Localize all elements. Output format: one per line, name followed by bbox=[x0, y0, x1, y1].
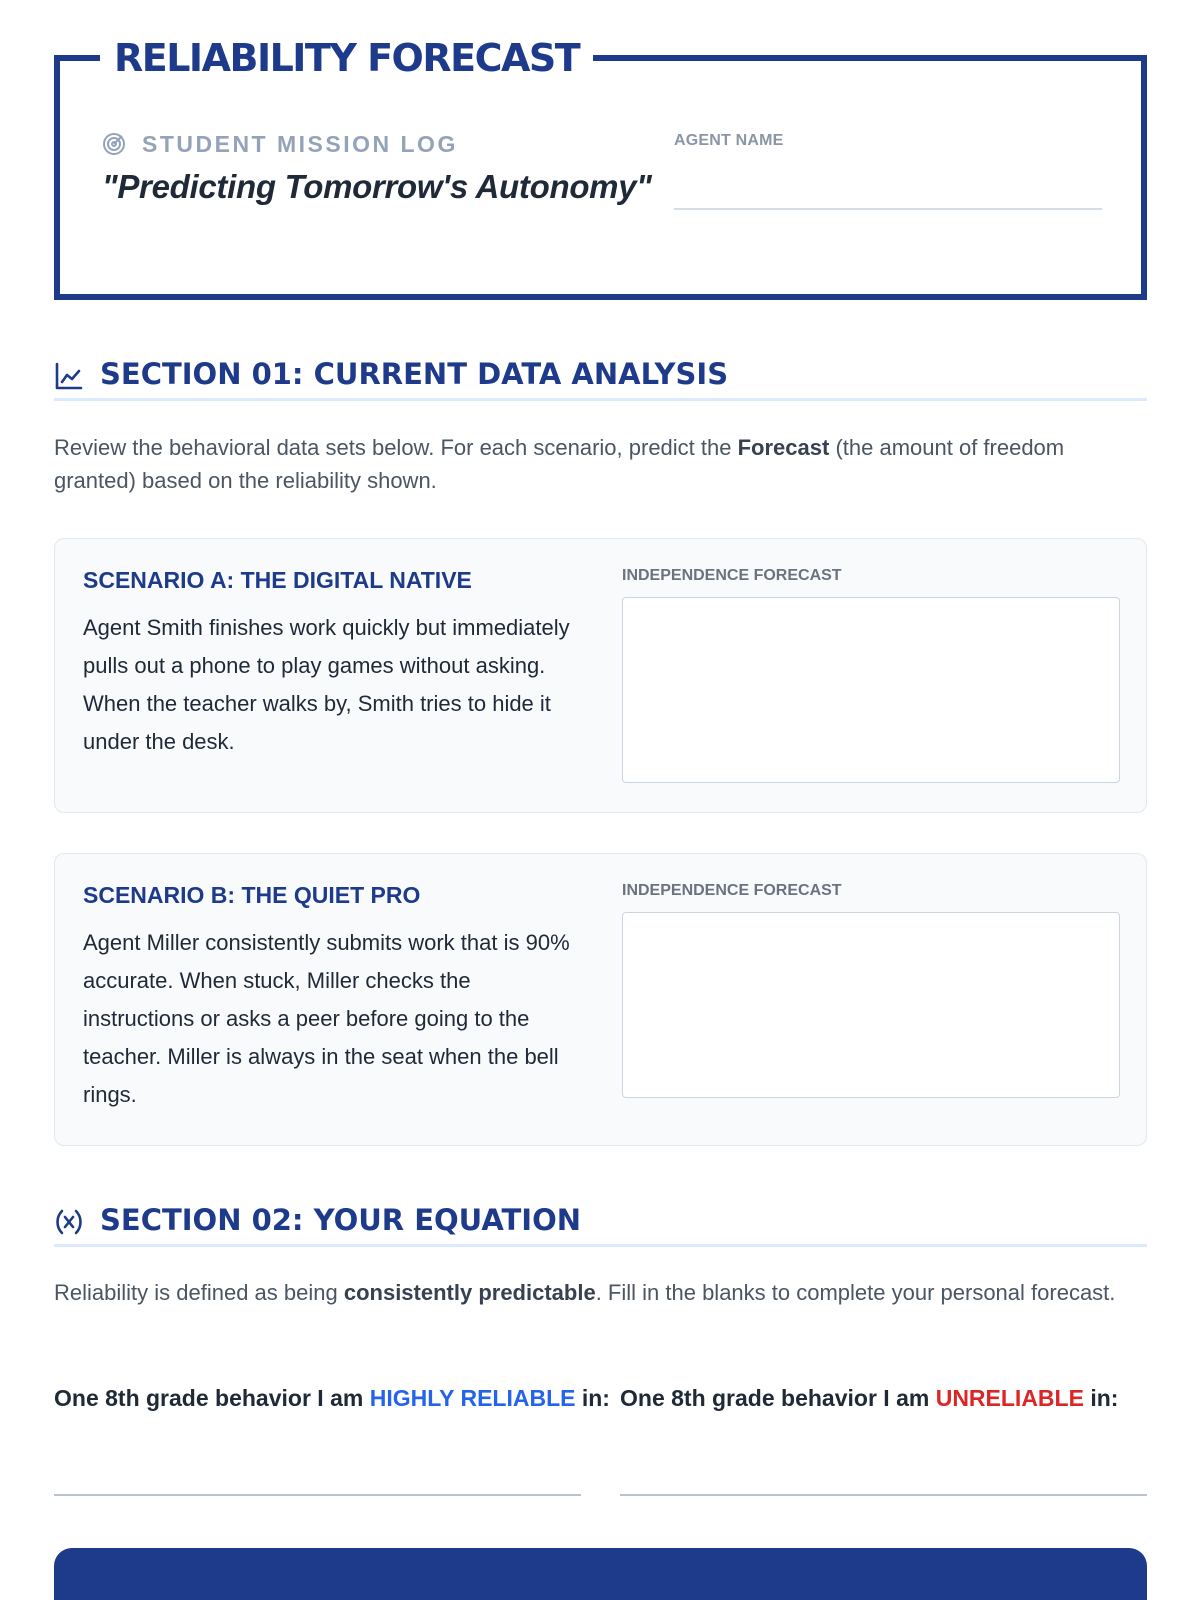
line-chart-icon bbox=[54, 361, 84, 391]
footer-bar bbox=[54, 1548, 1147, 1600]
section-01-intro: Review the behavioral data sets below. For each scenario, predict the Forecast (the amount of freedom granted) based on the reliability shown. bbox=[54, 435, 1065, 493]
page-subtitle: "Predicting Tomorrow's Autonomy" bbox=[102, 168, 652, 205]
forecast-label: INDEPENDENCE FORECAST bbox=[622, 882, 842, 899]
forecast-input[interactable] bbox=[622, 597, 1120, 783]
mission-log-row bbox=[102, 128, 458, 160]
target-icon bbox=[102, 132, 126, 156]
scenario-text: Agent Smith finishes work quickly but immediately pulls out a phone to play games without asking. When the teacher walks by, Smith tries to hide it under the desk. bbox=[83, 615, 570, 754]
forecast-label: INDEPENDENCE FORECAST bbox=[622, 567, 842, 584]
agent-name-field[interactable] bbox=[674, 208, 1102, 210]
unreliable-prompt: One 8th grade behavior I am UNRELIABLE in: bbox=[620, 1385, 1119, 1411]
variable-icon bbox=[54, 1207, 84, 1237]
page-title: RELIABILITY FORECAST bbox=[100, 28, 593, 88]
scenario-title: SCENARIO A: THE DIGITAL NATIVE bbox=[83, 567, 472, 593]
definition-keyword: consistently predictable bbox=[343, 1280, 596, 1305]
section-02-intro: Reliability is defined as being consistently predictable. Fill in the blanks to complete your personal forecast. bbox=[54, 1280, 1116, 1305]
reliable-answer-field[interactable] bbox=[54, 1494, 581, 1496]
section-01-title: SECTION 01: CURRENT DATA ANALYSIS bbox=[100, 357, 729, 391]
scenario-text: Agent Miller consistently submits work that is 90% accurate. When stuck, Miller checks the instructions or asks a peer before going to the teacher. Miller is always in the seat when the bell rings. bbox=[83, 930, 570, 1107]
section-01-header bbox=[54, 355, 1147, 401]
highly-reliable-keyword: HIGHLY RELIABLE bbox=[369, 1385, 576, 1411]
reliable-prompt: One 8th grade behavior I am HIGHLY RELIABLE in: bbox=[54, 1385, 610, 1411]
scenario-card bbox=[54, 538, 1147, 813]
agent-name-label: AGENT NAME bbox=[674, 132, 784, 149]
mission-log-label: STUDENT MISSION LOG bbox=[142, 130, 458, 157]
scenario-title: SCENARIO B: THE QUIET PRO bbox=[83, 882, 421, 908]
unreliable-keyword: UNRELIABLE bbox=[935, 1385, 1084, 1411]
forecast-input[interactable] bbox=[622, 912, 1120, 1098]
forecast-keyword: Forecast bbox=[737, 435, 830, 460]
section-02-title: SECTION 02: YOUR EQUATION bbox=[100, 1203, 582, 1237]
scenario-card bbox=[54, 853, 1147, 1146]
unreliable-answer-field[interactable] bbox=[620, 1494, 1147, 1496]
section-02-header bbox=[54, 1201, 1147, 1247]
